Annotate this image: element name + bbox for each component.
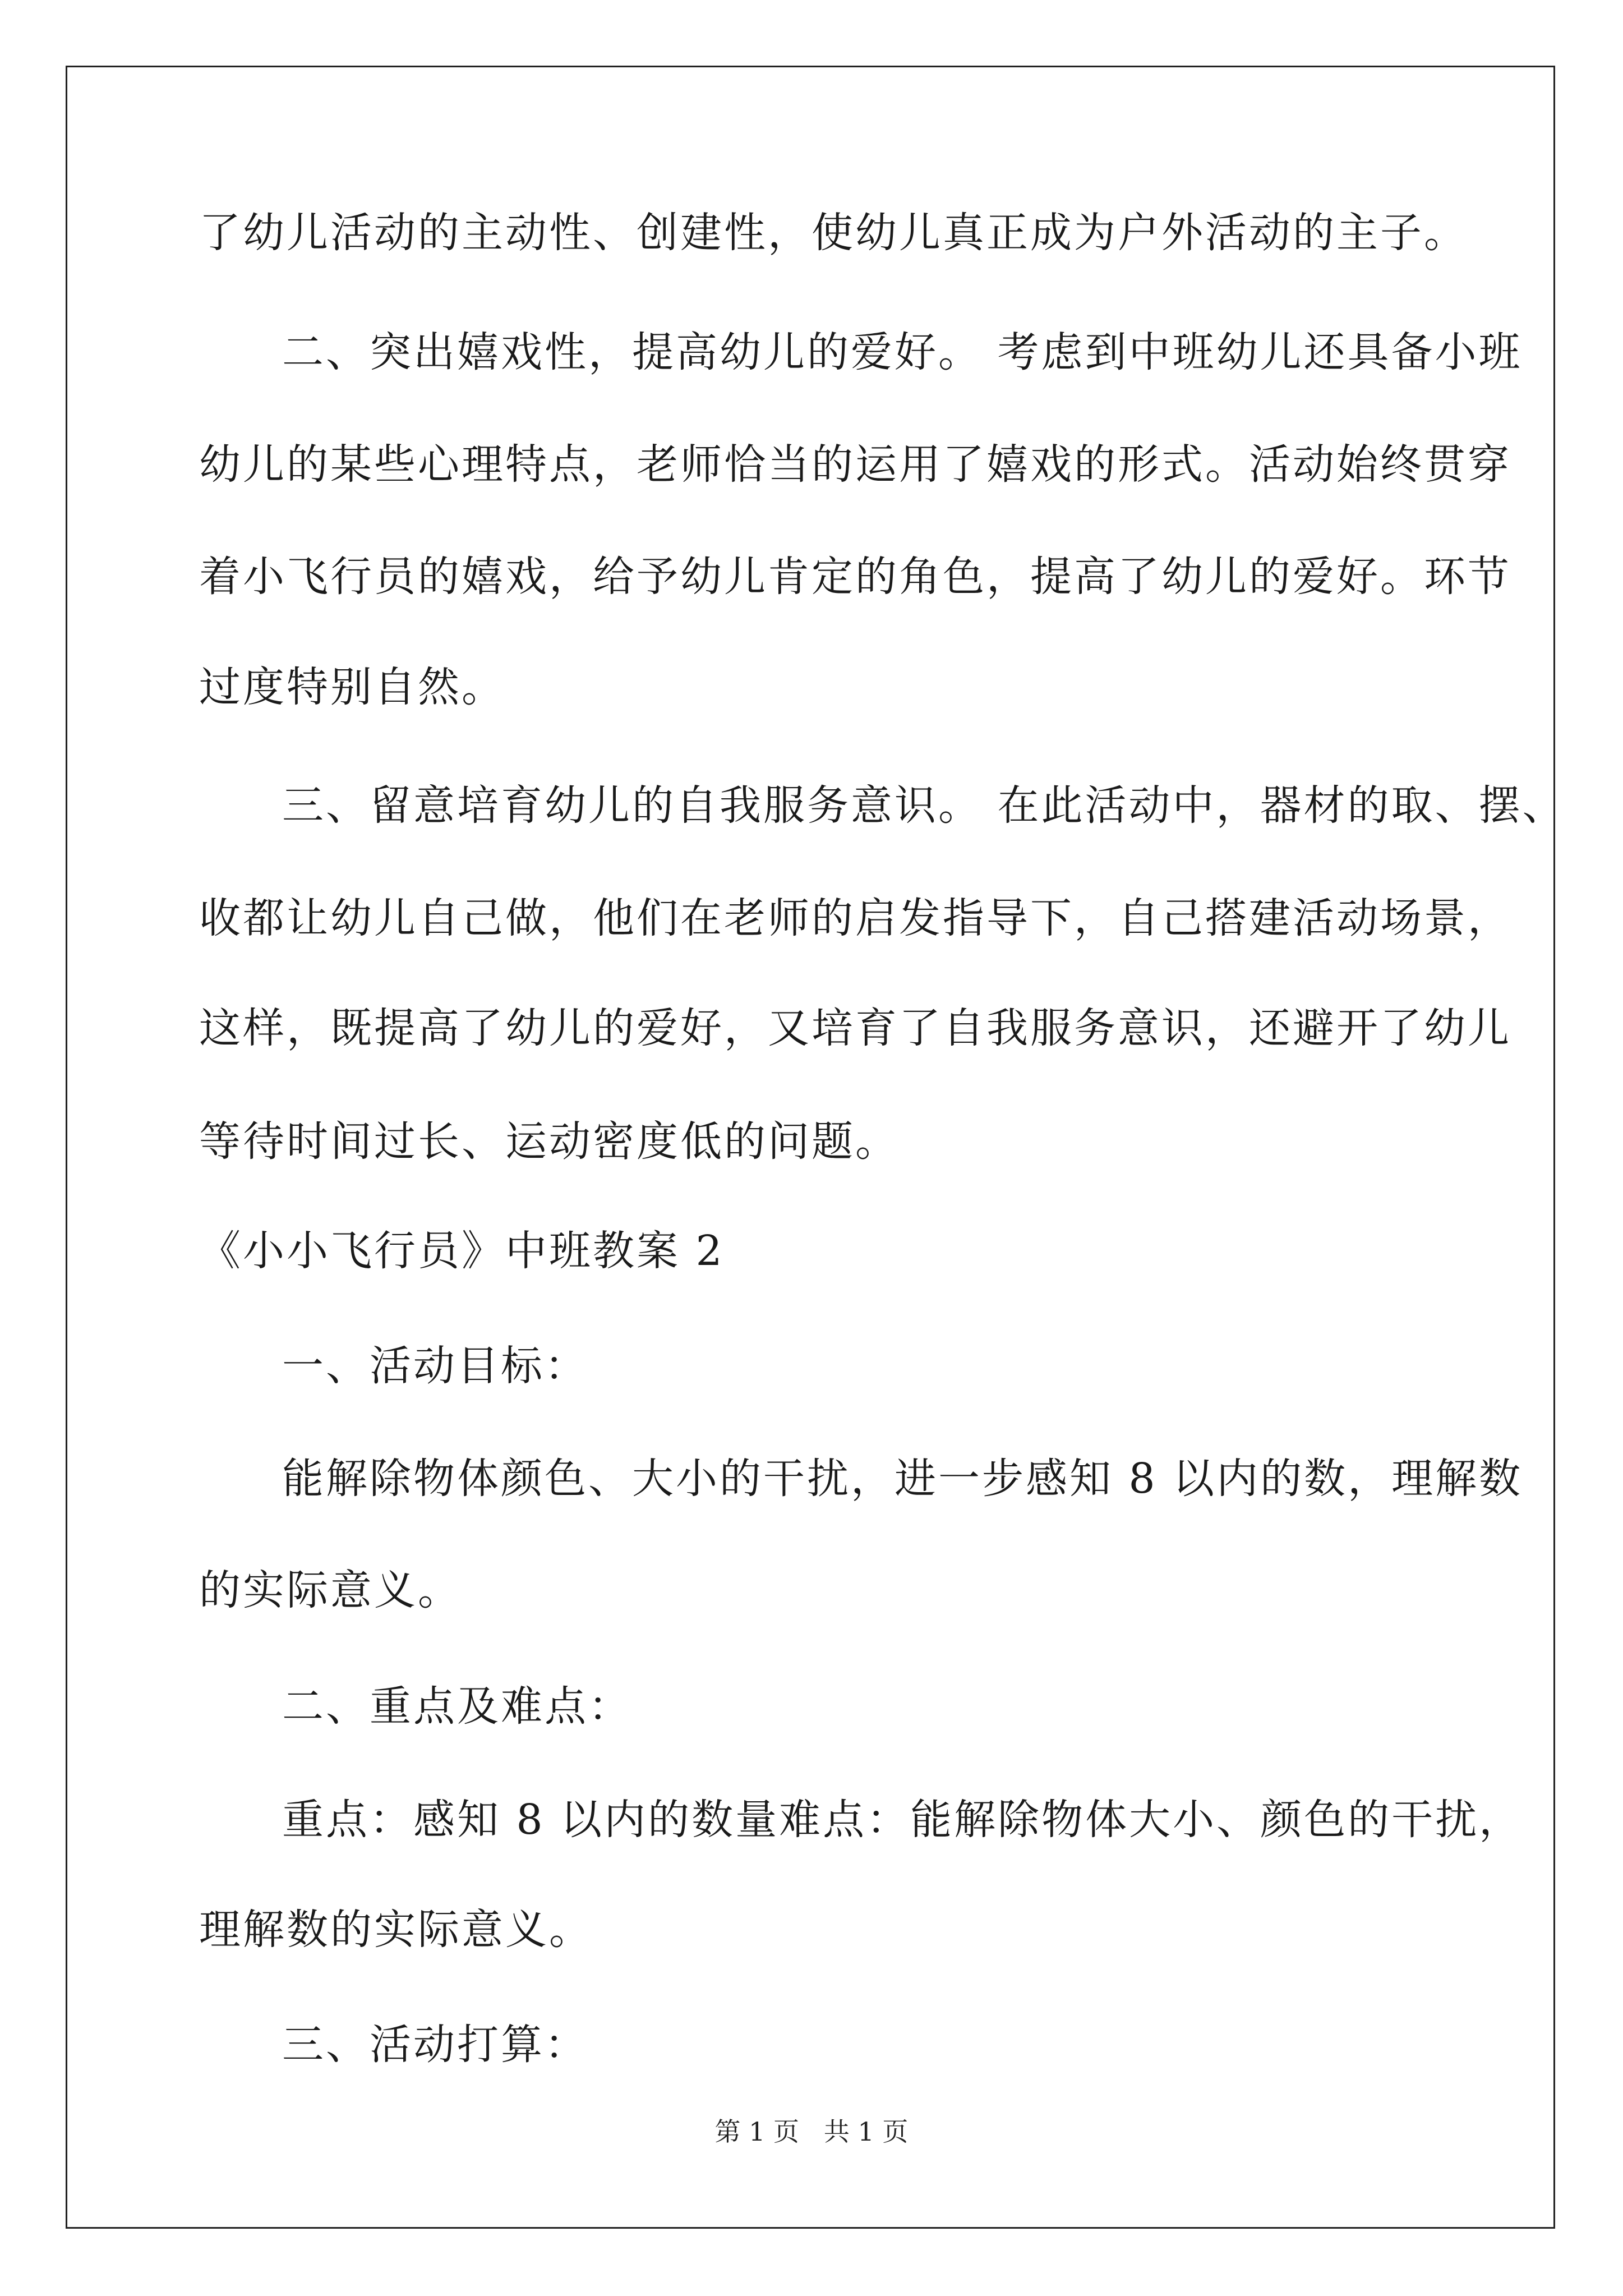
- goals-line-2: 的实际意义。: [199, 1566, 462, 1614]
- paragraph-2-line-3: 着小飞行员的嬉戏，给予幼儿肯定的角色，提高了幼儿的爱好。环节: [199, 553, 1511, 601]
- paragraph-3-line-2: 收都让幼儿自己做，他们在老师的启发指导下，自己搭建活动场景，: [199, 894, 1511, 942]
- heading-activity-preparation: 三、活动打算：: [282, 2021, 588, 2069]
- page-footer: 第 1 页 共 1 页: [714, 2116, 909, 2147]
- section-title: 《小小飞行员》中班教案 2: [199, 1227, 725, 1275]
- heading-activity-goals: 一、活动目标：: [282, 1342, 588, 1390]
- paragraph-2-line-1: 二、突出嬉戏性，提高幼儿的爱好。 考虑到中班幼儿还具备小班: [282, 328, 1523, 376]
- paragraph-3-line-4: 等待时间过长、运动密度低的问题。: [199, 1117, 899, 1166]
- paragraph-3-line-3: 这样，既提高了幼儿的爱好，又培育了自我服务意识，还避开了幼儿: [199, 1004, 1511, 1052]
- key-points-line-2: 理解数的实际意义。: [199, 1906, 593, 1954]
- goals-line-1: 能解除物体颜色、大小的干扰，进一步感知 8 以内的数，理解数: [282, 1455, 1523, 1503]
- paragraph-3-line-1: 三、留意培育幼儿的自我服务意识。 在此活动中，器材的取、摆、: [282, 781, 1566, 830]
- heading-key-points: 二、重点及难点：: [282, 1682, 632, 1731]
- key-points-line-1: 重点：感知 8 以内的数量难点：能解除物体大小、颜色的干扰，: [282, 1796, 1523, 1844]
- text-line-1: 了幼儿活动的主动性、创建性，使幼儿真正成为户外活动的主子。: [199, 209, 1468, 257]
- paragraph-2-line-4: 过度特别自然。: [199, 663, 505, 711]
- paragraph-2-line-2: 幼儿的某些心理特点，老师恰当的运用了嬉戏的形式。活动始终贯穿: [199, 440, 1511, 489]
